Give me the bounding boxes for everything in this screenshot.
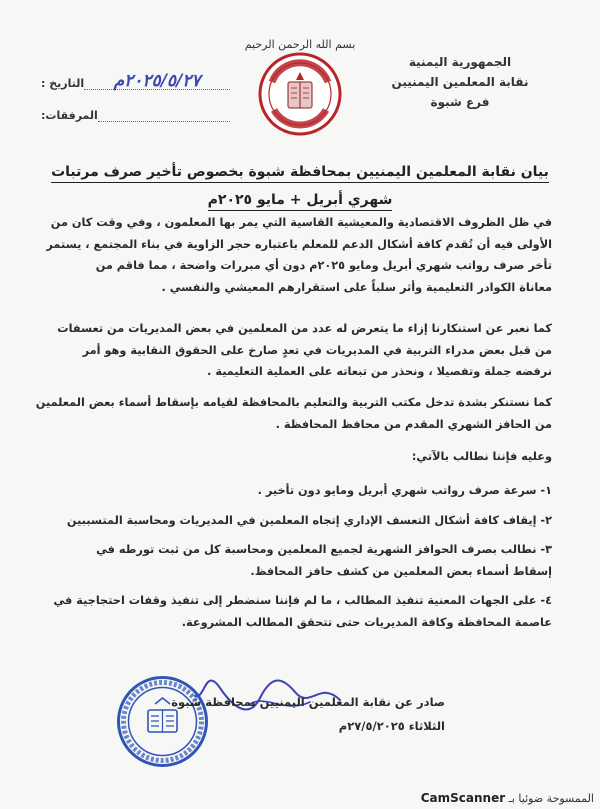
date-field <box>84 71 230 90</box>
demand-item-2 <box>32 510 552 532</box>
paragraph-line: نرفضه جملة وتفصيلا ، ونحذر من تبعاته على العملية التعليمية . <box>207 365 552 378</box>
paragraph-line: في ظل الظروف الاقتصادية والمعيشية القاسية التي يمر بها المعلمون ، وفي وقت كان من <box>50 216 552 229</box>
basmala: بسم الله الرحمن الرحيم <box>244 38 356 51</box>
statement-title <box>40 158 560 214</box>
camscanner-watermark <box>421 791 594 805</box>
scanner-prefix: الممسوحة ضوئيا بـ <box>508 792 594 805</box>
scanner-brand: CamScanner <box>420 791 506 805</box>
issuer-line: صادر عن نقابة المعلمين اليمنيين بمحافظة شبوة <box>171 695 445 709</box>
demand-item-4 <box>32 590 552 633</box>
reference-fields <box>35 58 230 122</box>
title-line-2: شهري أبريل + مايو ٢٠٢٥م <box>208 192 393 211</box>
demand-item-1 <box>32 480 552 502</box>
paragraph-line: تأخر صرف رواتب شهري أبريل ومايو ٢٠٢٥م دون أي مبررات واضحة ، مما فاقم من <box>95 259 552 272</box>
paragraph-line: من قبل بعض مدراء التربية في المديريات في تعدٍ صارخ على الحقوق النقابية وهو أمر <box>82 343 552 357</box>
org-line-country: الجمهورية اليمنية <box>408 55 512 69</box>
paragraph-line: كما نعبر عن استنكارنا إزاء ما يتعرض له عدد من المعلمين في بعض المديريات من تعسفات <box>57 322 552 335</box>
paragraph-arbitrary-measures <box>32 318 552 383</box>
attachments-label: المرفقات: <box>41 109 98 122</box>
demands-intro <box>32 446 552 468</box>
demand-line: عاصمة المحافظة وكافة المديريات حتى تتحقق المطالب المشروعة. <box>181 615 552 629</box>
demand-line: ٢- إيقاف كافة أشكال التعسف الإداري إتجاه المعلمين في المديريات ومحاسبة المتسببين <box>66 513 552 527</box>
demands-list <box>32 480 552 641</box>
attachments-field <box>98 103 230 122</box>
demand-line: ١- سرعة صرف رواتب شهري أبريل ومايو دون تأخير . <box>257 484 552 497</box>
paragraph-line: وعليه فإننا نطالب بالآتي: <box>411 450 552 463</box>
demand-line: ٤- على الجهات المعنية تنفيذ المطالب ، ما لم فإننا سنضطر إلى تنفيذ وقفات احتجاجية في <box>53 594 552 607</box>
paragraph-line: معاناة الكوادر التعليمية وأثر سلباً على استقرارهم المعيشي والنفسي . <box>161 280 552 294</box>
attachments-row <box>35 90 230 122</box>
union-emblem-logo <box>258 52 342 136</box>
title-line-1: بيان نقابة المعلمين اليمنيين بمحافظة شبوة بخصوص تأخير صرف مرتبات <box>51 164 549 183</box>
handwritten-date: ٢٠٢٥/٥/٢٧م <box>113 71 201 91</box>
paragraph-economic-conditions <box>32 212 552 298</box>
issuer-block <box>171 690 445 738</box>
issue-date-line: الثلاثاء ٢٧/٥/٢٠٢٥م <box>338 719 445 733</box>
date-label: التاريخ : <box>41 77 85 90</box>
date-row <box>35 58 230 90</box>
paragraph-incentive-removal <box>32 392 552 435</box>
paragraph-line: الأولى فيه أن تُقدم كافة أشكال الدعم للمعلم باعتباره حجر الزاوية في بناء المجتمع ، يستمر <box>46 237 552 251</box>
organization-header <box>375 52 545 112</box>
demand-line: ٣- نطالب بصرف الحوافز الشهرية لجميع المعلمين ومحاسبة كل من ثبت تورطه في <box>96 543 552 556</box>
paragraph-line: من الحافز الشهري المقدم من محافظ المحافظة . <box>275 417 552 431</box>
demand-line: إسقاط أسماء بعض المعلمين من كشف حافز المحافظ. <box>250 564 552 578</box>
paragraph-line: كما نستنكر بشدة تدخل مكتب التربية والتعليم بالمحافظة لقيامه بإسقاط أسماء بعض المعلمين <box>35 396 552 409</box>
org-line-branch: فرع شبوة <box>430 95 490 109</box>
demand-item-3 <box>32 539 552 582</box>
org-line-union: نقابة المعلمين اليمنيين <box>391 75 529 89</box>
